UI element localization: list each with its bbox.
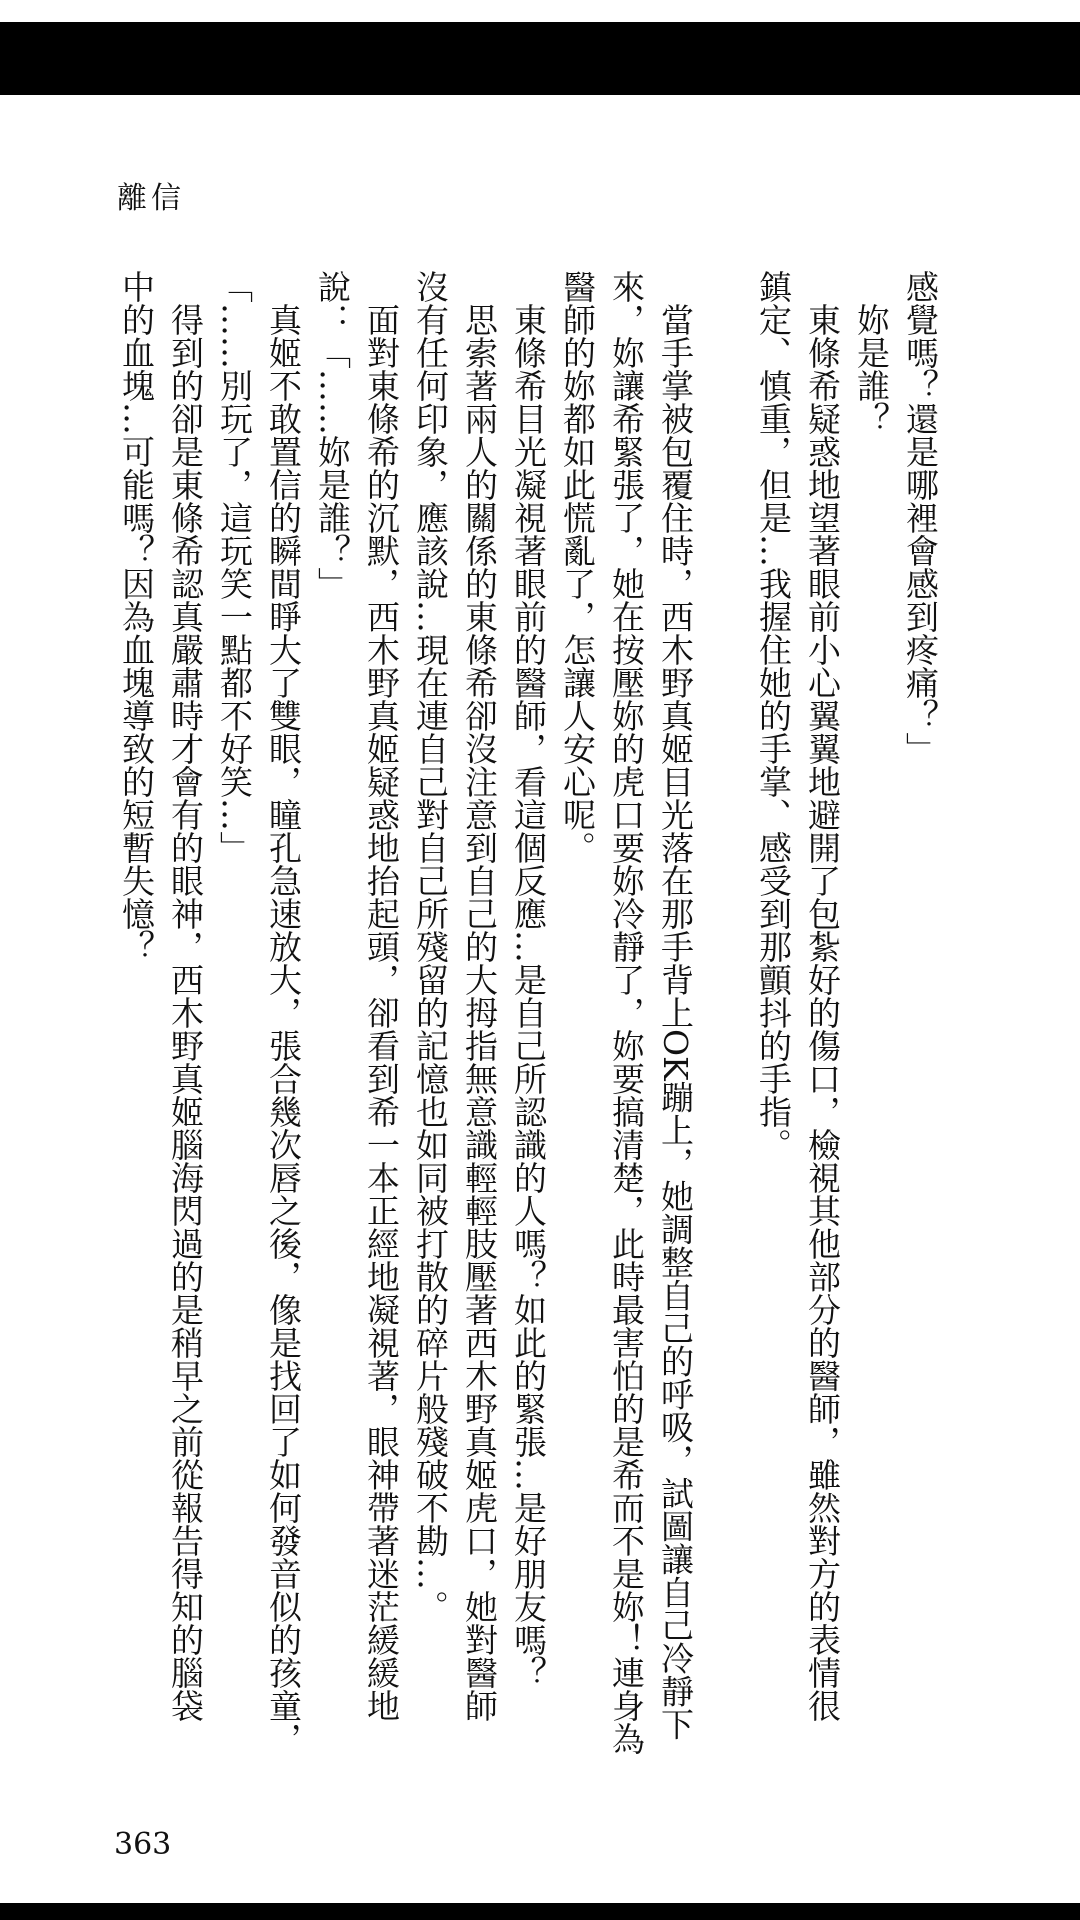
text-line: 感覺嗎？還是哪裡會感到疼痛？」 [901,270,940,765]
text-line: 真姬不敢置信的瞬間睜大了雙眼，瞳孔急速放大，張合幾次唇之後，像是找回了如何發音似的孩童， [264,303,303,1755]
top-black-bar [0,22,1080,95]
text-line: 醫師的妳都如此慌亂了，怎讓人安心呢。 [558,270,597,864]
text-line: 面對東條希的沉默，西木野真姬疑惑地抬起頭，卻看到希一本正經地凝視著，眼神帶著迷茫緩緩地 [362,303,401,1722]
text-line: 來，妳讓希緊張了，她在按壓妳的虎口要妳冷靜了，妳要搞清楚，此時最害怕的是希而不是妳！連身為 [607,270,646,1755]
text-line: 「……別玩了，這玩笑一點都不好笑…」 [215,270,254,864]
text-line: 沒有任何印象，應該說…現在連自己對自己所殘留的記憶也如同被打散的碎片般殘破不勘…。 [411,270,450,1623]
text-line: 思索著兩人的關係的東條希卻沒注意到自己的大拇指無意識輕輕肢壓著西木野真姬虎口，她對醫師 [460,303,499,1722]
text-line: 東條希目光凝視著眼前的醫師，看這個反應…是自己所認識的人嗎？如此的緊張…是好朋友嗎？ [509,303,548,1689]
running-title: 離信 [117,181,185,216]
text-line: 東條希疑惑地望著眼前小心翼翼地避開了包紮好的傷口，檢視其他部分的醫師，雖然對方的表情很 [803,303,842,1722]
text-line: 妳是誰？ [852,303,891,435]
bottom-black-bar [0,1903,1080,1920]
page-number: 363 [114,1827,172,1862]
text-line: 鎮定、慎重，但是…我握住她的手掌、感受到那顫抖的手指。 [754,270,793,1161]
blank-line [700,270,749,1740]
text-line: 得到的卻是東條希認真嚴肅時才會有的眼神，西木野真姬腦海閃過的是稍早之前從報告得知的腦袋 [166,303,205,1722]
text-line: 說：「……妳是誰？」 [313,270,352,600]
text-line: 當手掌被包覆住時，西木野真姬目光落在那手背上OK蹦上，她調整自己的呼吸，試圖讓自己冷靜下 [656,303,695,1741]
body-text [112,270,945,1755]
text-line: 中的血塊…可能嗎？因為血塊導致的短暫失憶？ [117,270,156,963]
